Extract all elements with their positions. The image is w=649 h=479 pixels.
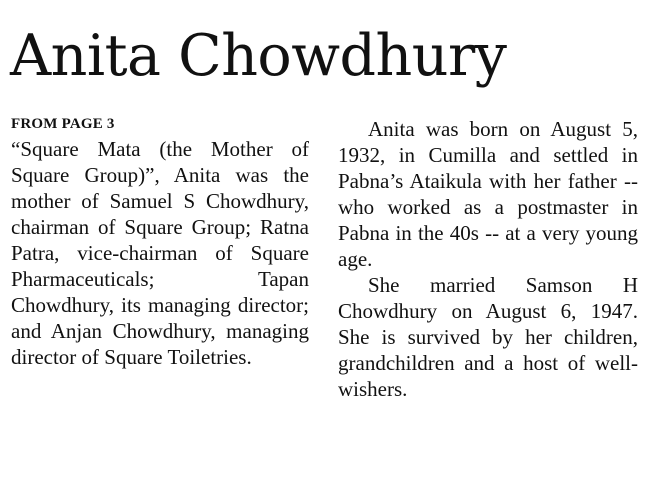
article-column-left <box>11 116 309 370</box>
body-paragraph: Anita was born on August 5, 1932, in Cumilla and settled in Pabna’s Ataikula with her father -- who worked as a postmaster in Pabna in the 40s -- at a very young age. <box>338 117 638 271</box>
headline: Anita Chowdhury <box>10 23 507 89</box>
article-column-right <box>338 116 638 402</box>
body-paragraph: “Square Mata (the Mother of Square Group)”, Anita was the mother of Samuel S Chowdhury, chairman of Square Group; Ratna Patra, vice-chairman of Square Pharmaceuticals; Tapan Chowdhury, its managing director; and Anjan Chowdhury, managing director of Square Toiletries. <box>11 137 309 369</box>
body-paragraph: She married Samson H Chowdhury on August 6, 1947. She is survived by her children, grandchildren and a host of well-wishers. <box>338 273 638 401</box>
continued-from-kicker: FROM PAGE 3 <box>11 116 115 132</box>
